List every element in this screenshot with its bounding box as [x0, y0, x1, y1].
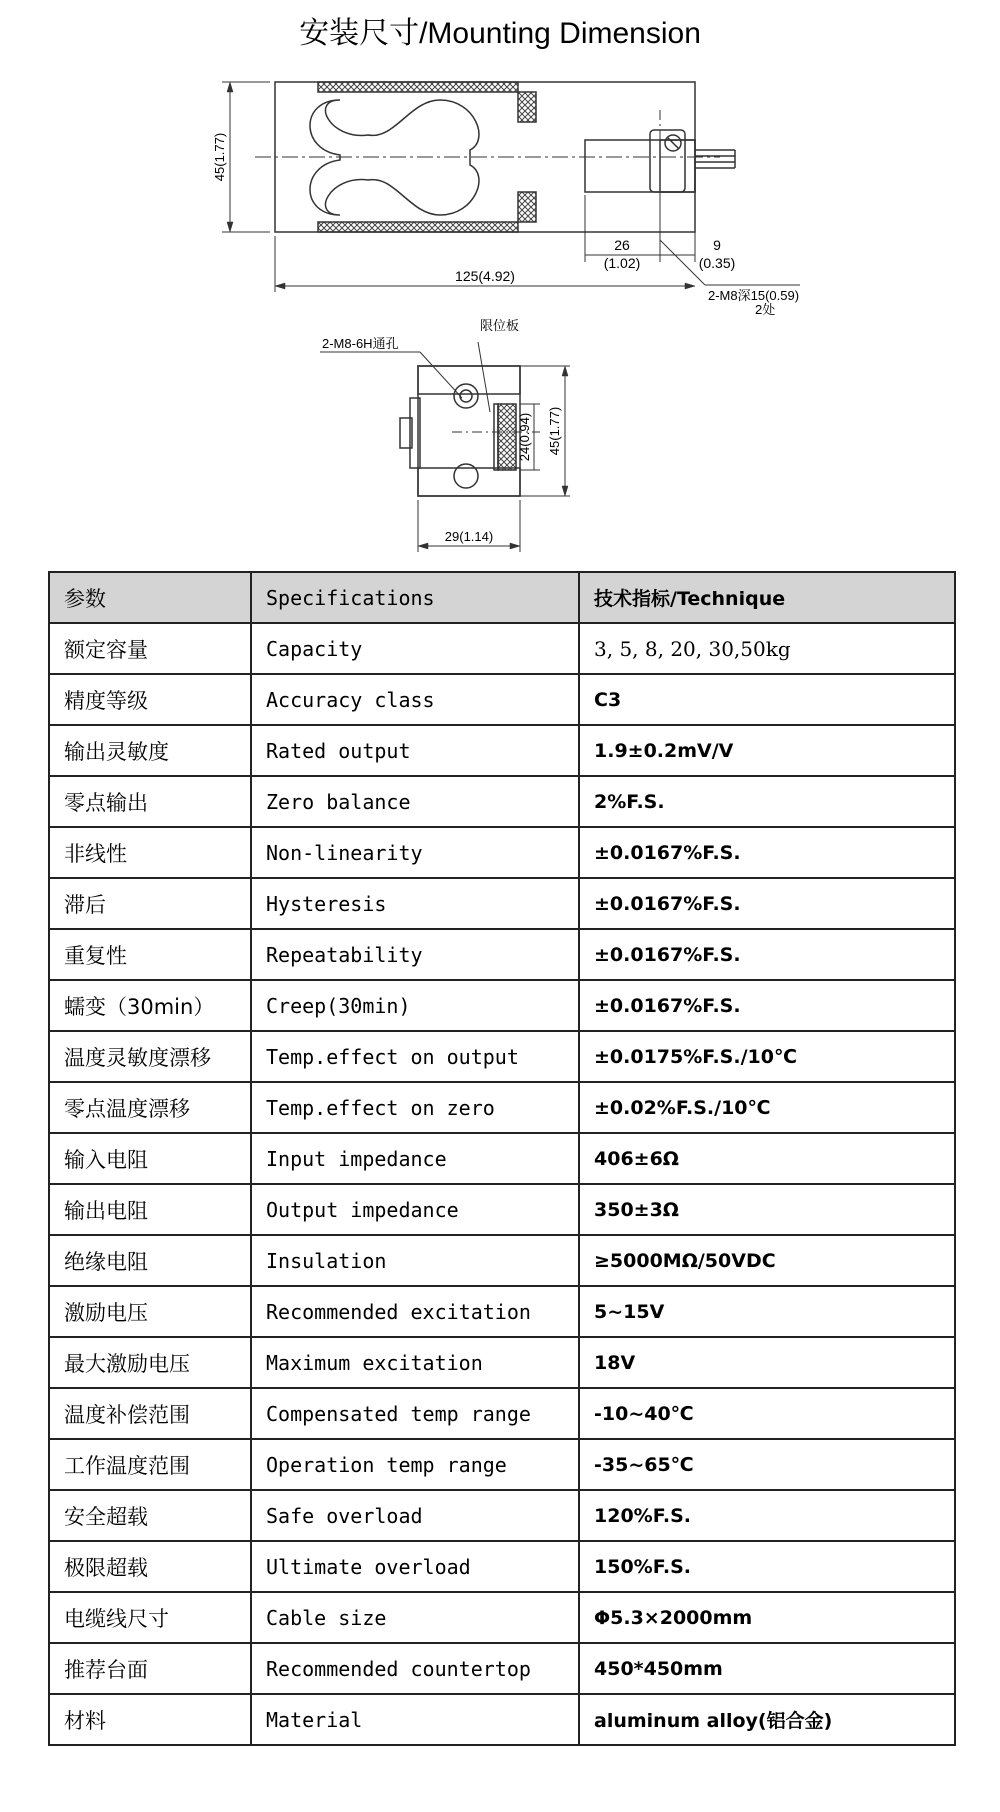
dim-height-top: 45(1.77) — [212, 132, 227, 182]
dim-24: 24(0.94) — [517, 412, 532, 462]
param-cell: 非线性 — [49, 827, 251, 878]
side-view — [320, 342, 570, 552]
value-cell: 18V — [579, 1337, 955, 1388]
value-cell: C3 — [579, 674, 955, 725]
value-cell: 450*450mm — [579, 1643, 955, 1694]
value-cell: ±0.0167%F.S. — [579, 878, 955, 929]
spec-cell: Insulation — [251, 1235, 579, 1286]
table-row — [49, 1133, 955, 1184]
value-cell: 1.9±0.2mV/V — [579, 725, 955, 776]
spec-cell: Safe overload — [251, 1490, 579, 1541]
param-cell: 零点输出 — [49, 776, 251, 827]
value-cell: 3, 5, 8, 20, 30,50kg — [579, 623, 955, 674]
table-row — [49, 878, 955, 929]
table-row — [49, 674, 955, 725]
param-cell: 工作温度范围 — [49, 1439, 251, 1490]
param-cell: 安全超载 — [49, 1490, 251, 1541]
value-cell: Φ5.3×2000mm — [579, 1592, 955, 1643]
spec-cell: Compensated temp range — [251, 1388, 579, 1439]
table-row — [49, 1082, 955, 1133]
table-row — [49, 623, 955, 674]
value-cell: aluminum alloy(铝合金) — [579, 1694, 955, 1745]
value-cell: 406±6Ω — [579, 1133, 955, 1184]
table-row — [49, 776, 955, 827]
dim-height-side: 45(1.77) — [547, 406, 562, 456]
spec-table — [48, 571, 956, 1746]
table-header-row — [49, 572, 955, 623]
dim-length: 125(4.92) — [455, 268, 515, 284]
table-row — [49, 1286, 955, 1337]
param-cell: 激励电压 — [49, 1286, 251, 1337]
table-row — [49, 1439, 955, 1490]
spec-cell: Maximum excitation — [251, 1337, 579, 1388]
value-cell: 5~15V — [579, 1286, 955, 1337]
value-cell: 2%F.S. — [579, 776, 955, 827]
through-hole-label: 2-M8-6H通孔 — [322, 336, 399, 351]
spec-cell: Operation temp range — [251, 1439, 579, 1490]
param-cell: 零点温度漂移 — [49, 1082, 251, 1133]
spec-cell: Accuracy class — [251, 674, 579, 725]
spec-cell: Capacity — [251, 623, 579, 674]
value-cell: ±0.0175%F.S./10℃ — [579, 1031, 955, 1082]
spec-cell: Creep(30min) — [251, 980, 579, 1031]
param-cell: 温度补偿范围 — [49, 1388, 251, 1439]
spec-cell: Material — [251, 1694, 579, 1745]
limit-plate-label: 限位板 — [480, 318, 520, 333]
spec-cell: Rated output — [251, 725, 579, 776]
spec-cell: Ultimate overload — [251, 1541, 579, 1592]
dim-9: 9 — [713, 237, 721, 253]
table-row — [49, 1337, 955, 1388]
param-cell: 极限超载 — [49, 1541, 251, 1592]
value-cell: 120%F.S. — [579, 1490, 955, 1541]
value-cell: ±0.0167%F.S. — [579, 929, 955, 980]
table-row — [49, 1388, 955, 1439]
param-cell: 输入电阻 — [49, 1133, 251, 1184]
table-row — [49, 725, 955, 776]
spec-table-body — [49, 572, 955, 1745]
value-cell: -35~65℃ — [579, 1439, 955, 1490]
param-cell: 温度灵敏度漂移 — [49, 1031, 251, 1082]
header-spec: Specifications — [251, 572, 579, 623]
spec-cell: Output impedance — [251, 1184, 579, 1235]
table-row — [49, 1592, 955, 1643]
dim-26: 26 — [614, 237, 630, 253]
header-param: 参数 — [49, 572, 251, 623]
param-cell: 材料 — [49, 1694, 251, 1745]
thread-top-label: 2-M8深15(0.59) — [708, 288, 800, 303]
spec-cell: Cable size — [251, 1592, 579, 1643]
param-cell: 电缆线尺寸 — [49, 1592, 251, 1643]
value-cell: ±0.02%F.S./10℃ — [579, 1082, 955, 1133]
value-cell: -10~40℃ — [579, 1388, 955, 1439]
param-cell: 推荐台面 — [49, 1643, 251, 1694]
spec-cell: Non-linearity — [251, 827, 579, 878]
value-cell: ±0.0167%F.S. — [579, 827, 955, 878]
table-row — [49, 980, 955, 1031]
value-cell: ≥5000MΩ/50VDC — [579, 1235, 955, 1286]
value-cell: ±0.0167%F.S. — [579, 980, 955, 1031]
dim-width-29: 29(1.14) — [444, 529, 494, 544]
param-cell: 额定容量 — [49, 623, 251, 674]
spec-cell: Temp.effect on output — [251, 1031, 579, 1082]
spec-cell: Temp.effect on zero — [251, 1082, 579, 1133]
param-cell: 重复性 — [49, 929, 251, 980]
table-row — [49, 1235, 955, 1286]
dim-9-inch: (0.35) — [698, 255, 736, 271]
table-row — [49, 1184, 955, 1235]
spec-cell: Zero balance — [251, 776, 579, 827]
table-row — [49, 1031, 955, 1082]
param-cell: 绝缘电阻 — [49, 1235, 251, 1286]
table-row — [49, 1490, 955, 1541]
spec-cell: Input impedance — [251, 1133, 579, 1184]
mounting-dimension-drawing — [0, 0, 1000, 570]
page-title: 安装尺寸/Mounting Dimension — [299, 17, 701, 50]
table-row — [49, 929, 955, 980]
table-row — [49, 1694, 955, 1745]
value-cell: 350±3Ω — [579, 1184, 955, 1235]
param-cell: 滞后 — [49, 878, 251, 929]
table-row — [49, 827, 955, 878]
spec-cell: Repeatability — [251, 929, 579, 980]
param-cell: 输出灵敏度 — [49, 725, 251, 776]
thread-count-label: 2处 — [755, 302, 776, 317]
value-cell: 150%F.S. — [579, 1541, 955, 1592]
param-cell: 最大激励电压 — [49, 1337, 251, 1388]
dim-26-inch: (1.02) — [603, 255, 641, 271]
table-row — [49, 1643, 955, 1694]
param-cell: 蠕变（30min） — [49, 980, 251, 1031]
header-technique: 技术指标/Technique — [579, 572, 955, 623]
param-cell: 精度等级 — [49, 674, 251, 725]
spec-cell: Recommended excitation — [251, 1286, 579, 1337]
table-row — [49, 1541, 955, 1592]
param-cell: 输出电阻 — [49, 1184, 251, 1235]
spec-cell: Recommended countertop — [251, 1643, 579, 1694]
spec-cell: Hysteresis — [251, 878, 579, 929]
